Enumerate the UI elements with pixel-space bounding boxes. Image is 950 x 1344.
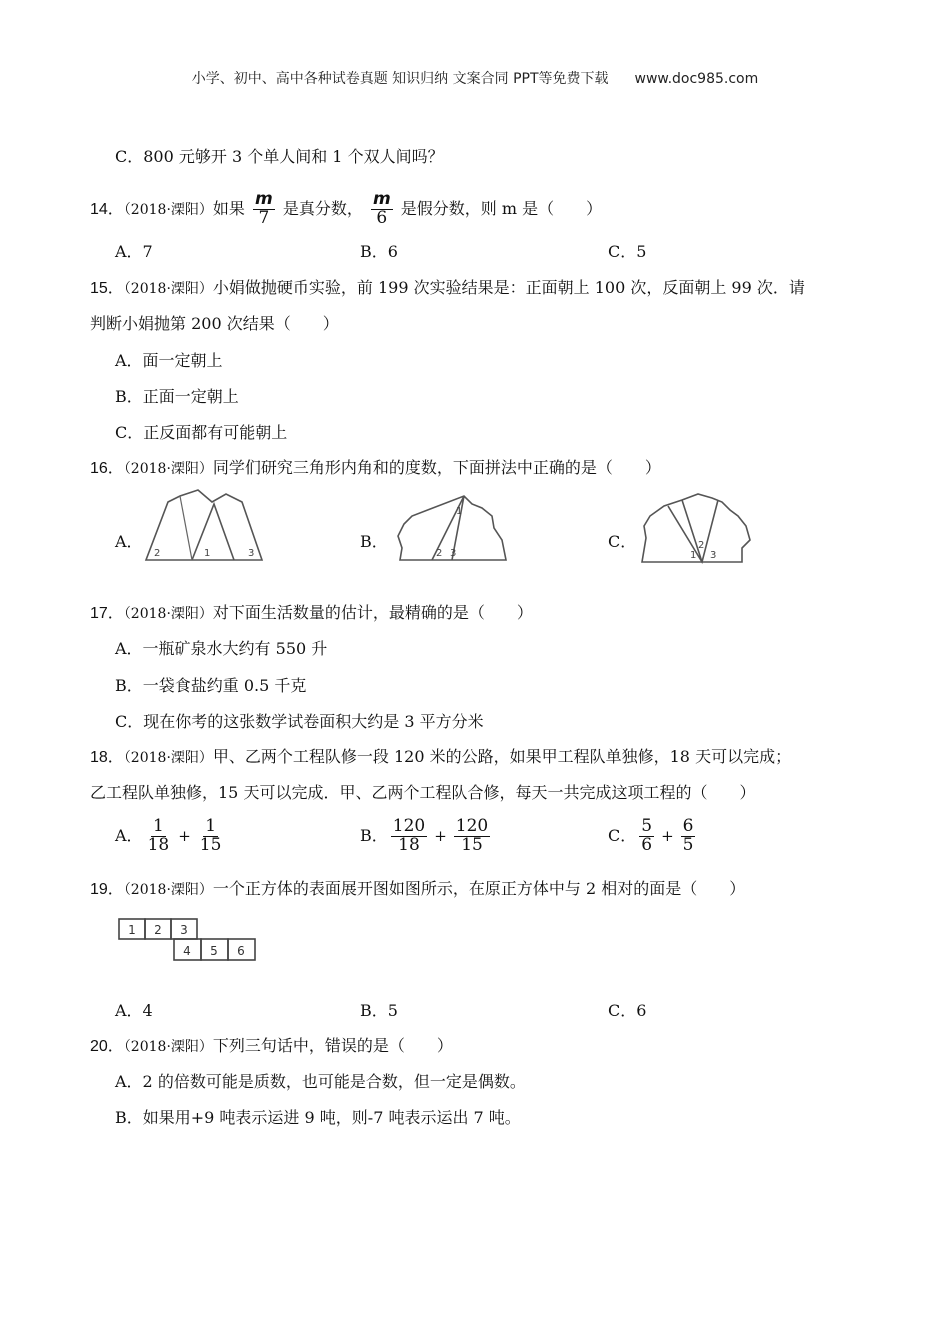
- q16-text: 同学们研究三角形内角和的度数，下面拼法中正确的是（ ）: [212, 458, 661, 477]
- q16-option-c-label: C．: [608, 532, 637, 551]
- q17-option-a: A．一瓶矿泉水大约有 550 升: [115, 639, 328, 658]
- q18-b-f1-num: 120: [392, 816, 426, 836]
- q14-f2-denominator: 6: [376, 207, 388, 228]
- q18-stem-line-1: [90, 746, 791, 769]
- q16-c-label-1: 1: [690, 550, 697, 561]
- q14-text-3: 是假分数，则 m 是（ ）: [400, 198, 603, 218]
- net-label-3: 3: [180, 923, 188, 937]
- q16-a-label-3: 3: [248, 548, 255, 559]
- q18-c-f2-den: 5: [682, 834, 694, 855]
- q18-b-f2-num: 120: [455, 816, 489, 836]
- q15-option-a: A．面一定朝上: [115, 351, 223, 370]
- net-label-4: 4: [183, 944, 191, 958]
- q18-option-b-label: B．: [360, 826, 388, 846]
- q19-number: 19．: [90, 881, 124, 898]
- q17-source: （2018·溧阳）: [123, 606, 213, 622]
- q16-option-b-label: B．: [360, 532, 388, 551]
- q16-figure-a: [140, 486, 270, 566]
- q18-a-fraction-1: [146, 818, 172, 855]
- q15-number: 15．: [90, 280, 124, 297]
- q18-c-fraction-1: [639, 818, 654, 855]
- q18-a-fraction-2: [198, 818, 224, 855]
- q16-a-label-2: 2: [154, 548, 161, 559]
- q16-a-inner-lines: [192, 504, 234, 560]
- q16-c-label-3: 3: [710, 550, 717, 561]
- q14-number: 14．: [90, 200, 124, 218]
- q17-text: 对下面生活数量的估计，最精确的是（ ）: [212, 603, 533, 622]
- q19-cube-net: [116, 916, 258, 964]
- q18-a-f1-num: 1: [152, 816, 164, 836]
- q15-stem-line-1: [90, 277, 805, 300]
- q18-a-f2-den: 15: [199, 834, 222, 855]
- q14-fraction-2: [371, 191, 393, 228]
- q14-source: （2018·溧阳）: [123, 201, 213, 218]
- header-url[interactable]: www.doc985.com: [634, 71, 759, 87]
- q20-source: （2018·溧阳）: [123, 1039, 213, 1055]
- net-label-1: 1: [128, 923, 136, 937]
- q18-source: （2018·溧阳）: [123, 750, 213, 766]
- q18-option-c-label: C．: [608, 826, 637, 846]
- q16-stem: [90, 457, 661, 480]
- q20-stem: [90, 1035, 453, 1058]
- q18-a-f2-num: 1: [205, 816, 217, 836]
- q14-option-b: B．6: [360, 242, 398, 261]
- q14-option-c: C．5: [608, 242, 647, 261]
- q18-c-fraction-2: [681, 818, 696, 855]
- q15-option-c: C．正反面都有可能朝上: [115, 423, 288, 442]
- q18-c-f2-num: 6: [682, 816, 694, 836]
- q14-stem: [90, 191, 602, 228]
- net-label-6: 6: [237, 944, 245, 958]
- net-label-5: 5: [210, 944, 218, 958]
- q18-stem-line-2: 乙工程队单独修，15 天可以完成．甲、乙两个工程队合修，每天一共完成这项工程的（ ）: [90, 783, 756, 802]
- q19-text: 一个正方体的表面展开图如图所示，在原正方体中与 2 相对的面是（ ）: [212, 879, 746, 898]
- q15-source: （2018·溧阳）: [123, 281, 213, 297]
- q20-option-a: A．2 的倍数可能是质数，也可能是合数，但一定是偶数。: [115, 1072, 526, 1091]
- q17-stem: [90, 602, 533, 625]
- q15-option-b: B．正面一定朝上: [115, 387, 239, 406]
- q17-number: 17．: [90, 605, 124, 622]
- q19-option-b: B．5: [360, 1001, 398, 1020]
- q13-option-c: C．800 元够开 3 个单人间和 1 个双人间吗？: [115, 147, 444, 166]
- q19-option-a: A．4: [115, 1001, 153, 1020]
- q19-source: （2018·溧阳）: [123, 882, 213, 898]
- net-label-2: 2: [154, 923, 162, 937]
- q16-figure-b: [392, 494, 510, 566]
- q14-text-2: 是真分数，: [282, 198, 363, 218]
- q16-b-label-1: 1: [456, 506, 463, 517]
- q18-b-f2-den: 15: [461, 834, 483, 855]
- q16-a-label-1: 1: [204, 548, 211, 559]
- q14-fraction-1: [253, 191, 275, 228]
- q17-option-c: C．现在你考的这张数学试卷面积大约是 3 平方分米: [115, 712, 484, 731]
- q18-number: 18．: [90, 749, 124, 766]
- q14-option-a: A．7: [115, 242, 153, 261]
- header-text: 小学、初中、高中各种试卷真题 知识归纳 文案合同 PPT等免费下载: [191, 71, 609, 87]
- q20-number: 20．: [90, 1038, 124, 1055]
- q16-option-a-label: A．: [115, 532, 143, 551]
- q14-f1-numerator: m: [255, 189, 273, 209]
- q16-figure-c: [638, 492, 756, 568]
- q18-b-f1-den: 18: [398, 834, 420, 855]
- q15-text-1: 小娟做抛硬币实验，前 199 次实验结果是：正面朝上 100 次，反面朝上 99 次．请: [212, 278, 805, 297]
- q18-option-c: [608, 818, 698, 855]
- q18-c-f1-num: 5: [641, 816, 653, 836]
- q14-text-1: 如果: [212, 198, 245, 218]
- q20-text: 下列三句话中，错误的是（ ）: [212, 1036, 453, 1055]
- q18-c-plus: +: [661, 827, 674, 846]
- q16-c-label-2: 2: [698, 540, 705, 551]
- q14-f2-numerator: m: [372, 189, 391, 209]
- q16-b-label-2: 2: [436, 548, 443, 559]
- q18-b-fraction-1: [391, 818, 427, 855]
- q14-f1-denominator: 7: [258, 207, 270, 228]
- q18-a-f1-den: 18: [147, 834, 170, 855]
- q18-option-a: [115, 818, 226, 855]
- q15-stem-line-2: 判断小娟抛第 200 次结果（ ）: [90, 314, 339, 333]
- q18-text-1: 甲、乙两个工程队修一段 120 米的公路，如果甲工程队单独修，18 天可以完成；: [212, 747, 792, 766]
- page-header: [0, 68, 950, 88]
- q16-a-edge: [180, 496, 192, 560]
- q16-number: 16．: [90, 460, 124, 477]
- q18-b-fraction-2: [454, 818, 490, 855]
- q18-a-plus: +: [178, 827, 191, 846]
- q18-c-f1-den: 6: [641, 834, 653, 855]
- q20-option-b: B．如果用+9 吨表示运进 9 吨，则-7 吨表示运出 7 吨。: [115, 1108, 521, 1127]
- q16-source: （2018·溧阳）: [123, 461, 213, 477]
- q19-option-c: C．6: [608, 1001, 647, 1020]
- q18-b-plus: +: [434, 827, 447, 846]
- q16-b-label-3: 3: [450, 548, 457, 559]
- q18-option-a-label: A．: [115, 826, 143, 846]
- q17-option-b: B．一袋食盐约重 0.5 千克: [115, 676, 307, 695]
- q19-stem: [90, 878, 745, 901]
- q18-option-b: [360, 818, 493, 855]
